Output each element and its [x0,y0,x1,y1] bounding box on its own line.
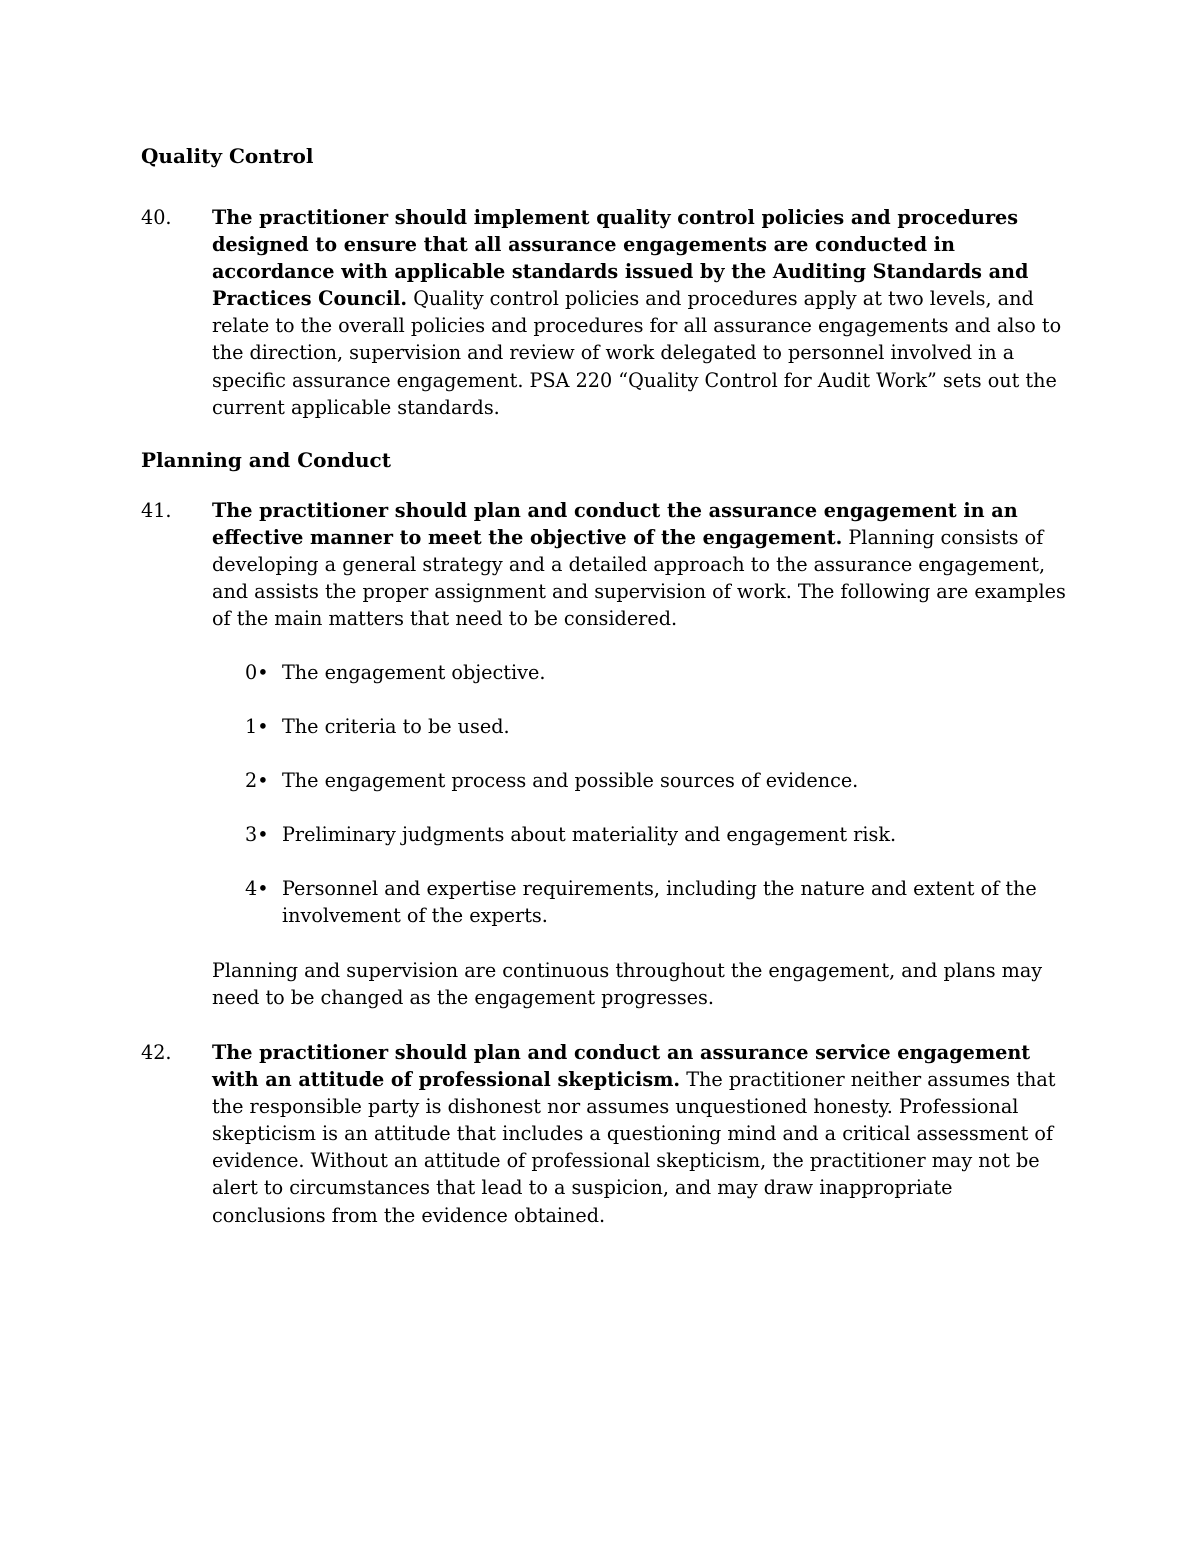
paragraph-explanation: The practitioner neither assumes that the responsible party is dishonest nor assumes unquestioned honesty. Professional skepticism is an attitude that includes a questioning mind and a critical assessment of evidence. Without an attitude of professional skepticism, the practitioner may not be alert to circumstances that lead to a suspicion, and may draw inappropriate conclusions from the evidence obtained. [212,1068,1056,1227]
section-heading-quality-control: Quality Control [141,144,314,168]
list-marker: 4• [245,877,269,901]
list-marker: 2• [245,769,269,793]
list-item-text: The criteria to be used. [282,715,510,739]
paragraph-40 [141,204,1071,421]
planning-closing-paragraph: Planning and supervision are continuous throughout the engagement, and plans may need to be changed as the engagement progresses. [212,959,1043,1010]
paragraph-body [212,1039,1072,1229]
list-marker: 0• [245,661,269,684]
paragraph-bold-statement: The practitioner should plan and conduct an assurance service engagement with an attitude of professional skepticism. [212,1041,1031,1092]
paragraph-explanation: Quality control policies and procedures apply at two levels, and relate to the overall policies and procedures for all assurance engagements and also to the direction, supervision and review of work delegated to personnel involved in a specific assurance engagement. PSA 220 “Quality Control for Audit Work” sets out the current applicable standards. [212,287,1062,419]
list-item [245,875,1065,929]
paragraph-bold-statement: The practitioner should implement quality control policies and procedures designed to ensure that all assurance engagements are conducted in accordance with applicable standards issued by the Auditing Standards and Practices Council. [212,206,1029,311]
list-item [245,659,1065,686]
list-marker: 3• [245,823,269,847]
list-item-text: Preliminary judgments about materiality and engagement risk. [282,823,897,847]
list-item [245,713,1065,740]
list-marker: 1• [245,715,269,739]
list-item-text: The engagement objective. [282,661,546,684]
paragraph-41 [141,497,1071,632]
paragraph-body [212,204,1072,421]
paragraph-number: 40. [141,206,172,229]
paragraph-explanation: Planning consists of developing a general strategy and a detailed approach to the assurance engagement, and assists the proper assignment and supervision of work. The following are examples of the main matters that need to be considered. [212,526,1066,631]
list-item [245,821,1065,848]
section-heading-planning-and-conduct: Planning and Conduct [141,448,391,472]
paragraph-number: 42. [141,1041,172,1064]
paragraph-bold-statement: The practitioner should plan and conduct the assurance engagement in an effective manner to meet the objective of the engagement. [212,499,1018,550]
paragraph-42 [141,1039,1071,1229]
paragraph-body [212,497,1072,632]
list-item-text: Personnel and expertise requirements, including the nature and extent of the involvement of the experts. [282,877,1037,928]
paragraph-number: 41. [141,499,172,522]
considerations-list [245,659,1065,957]
list-item [245,767,1065,794]
list-item-text: The engagement process and possible sources of evidence. [282,769,859,793]
